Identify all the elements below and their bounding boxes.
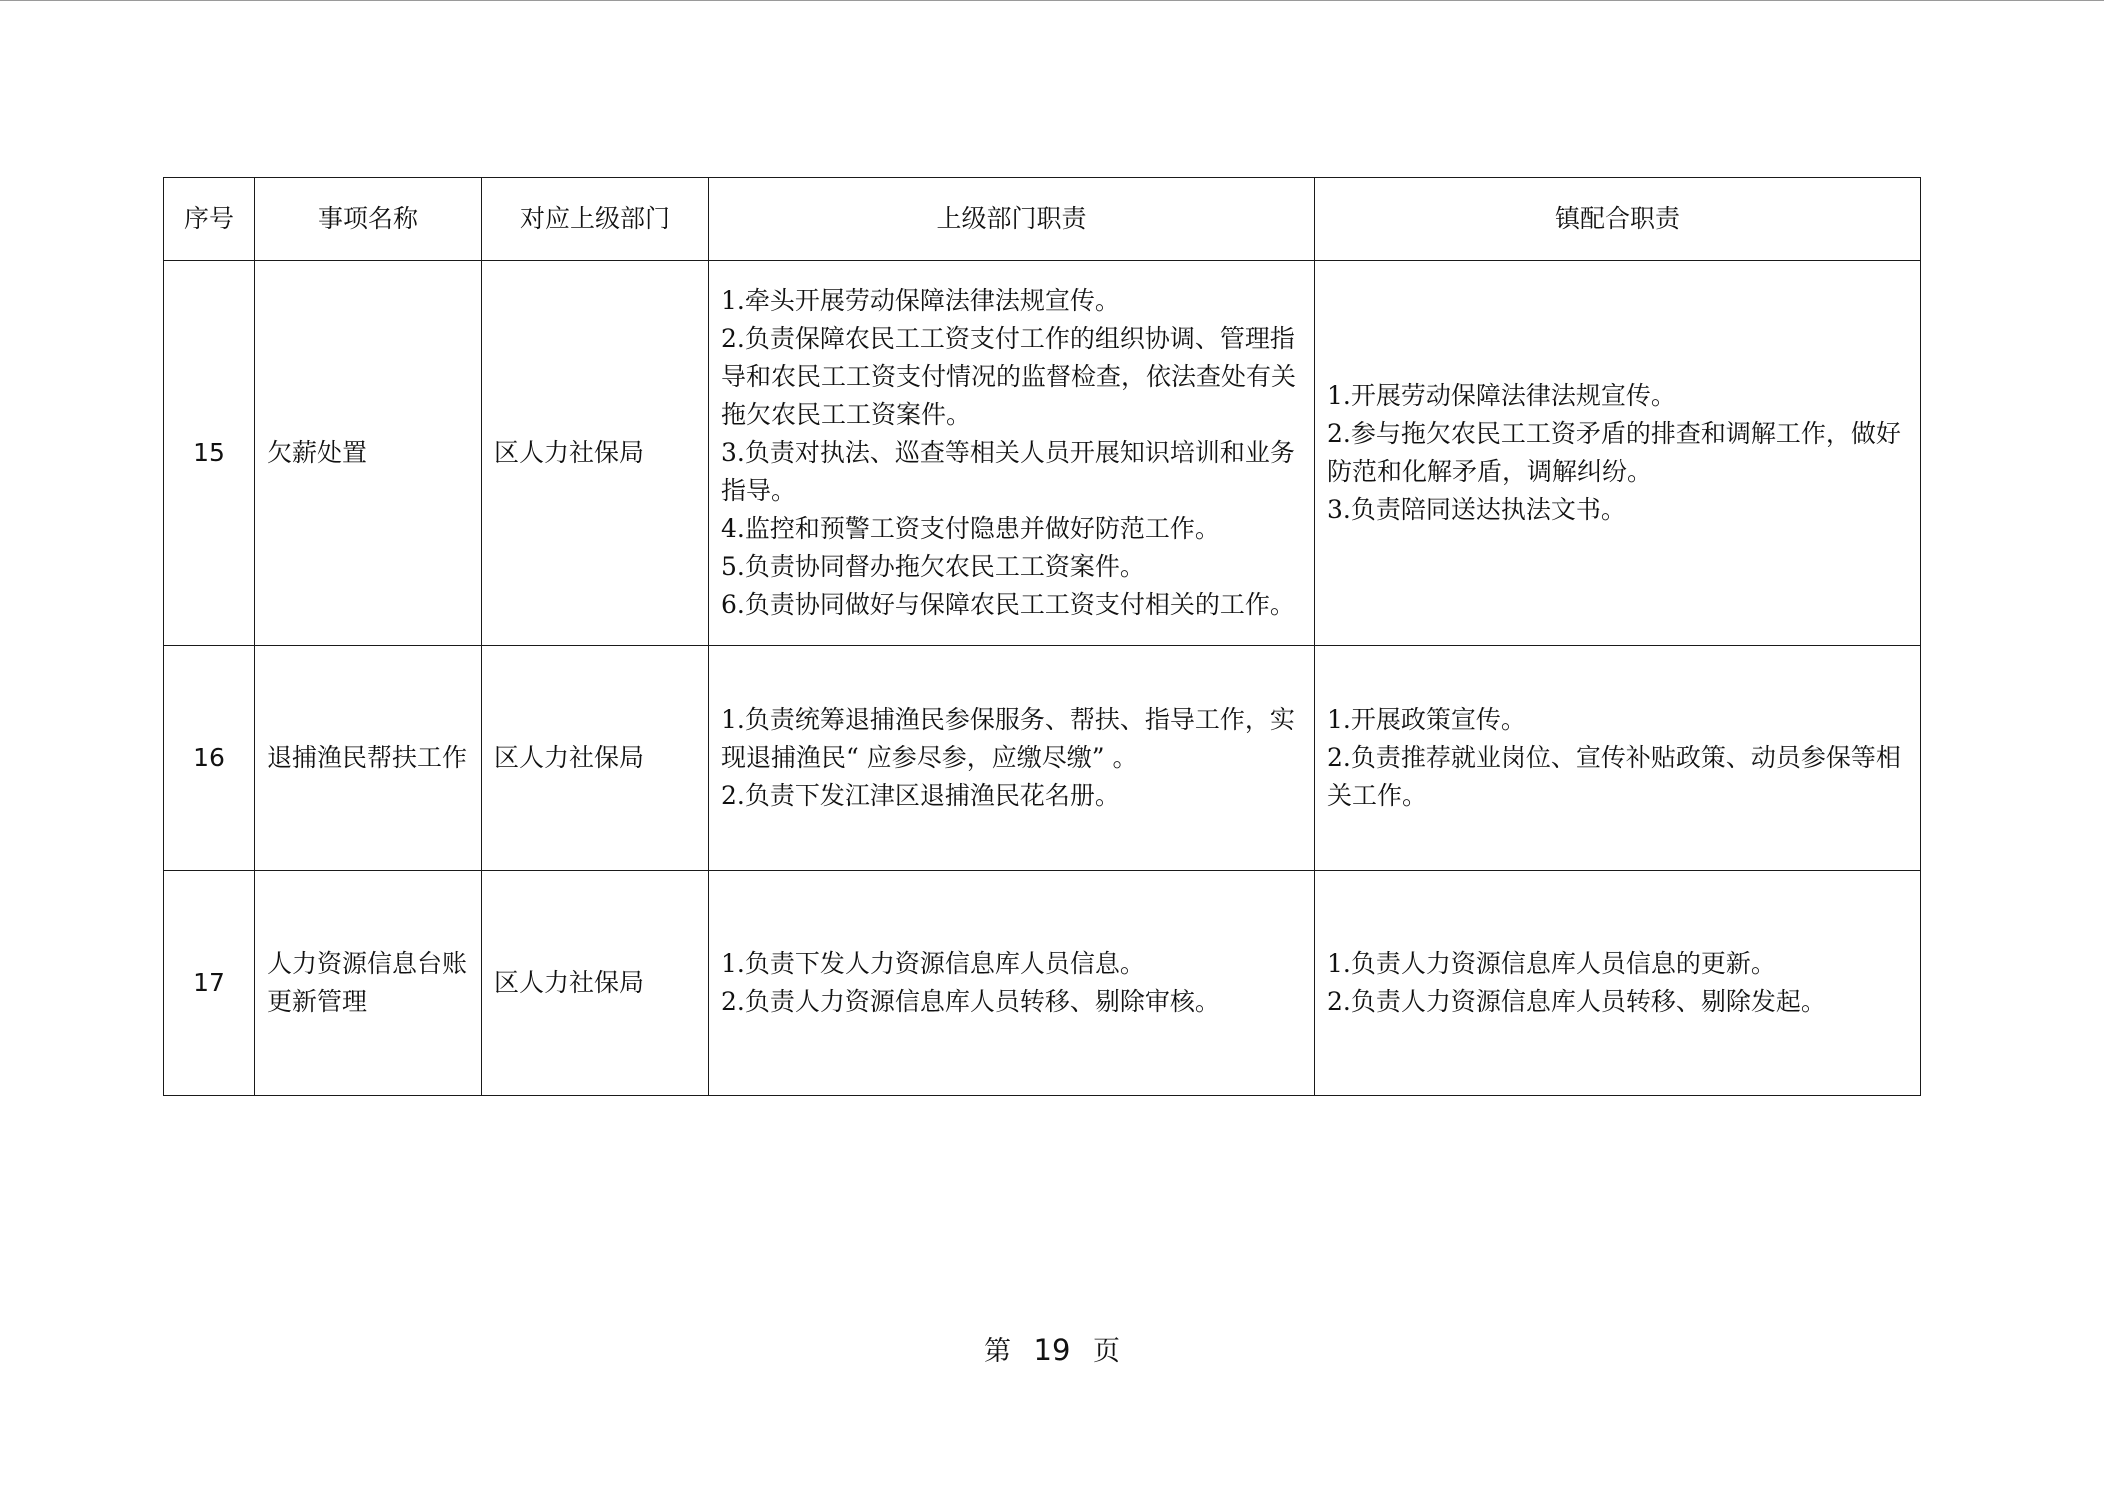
row-town-duties xyxy=(1315,646,1921,871)
duty-line: 2.负责下发江津区退捕渔民花名册。 xyxy=(721,781,1120,810)
duty-line: 1.负责人力资源信息库人员信息的更新。 xyxy=(1327,949,1776,978)
row-seq: 16 xyxy=(164,646,255,871)
duty-line: 2.负责保障农民工工资支付工作的组织协调、管理指导和农民工工资支付情况的监督检查，依法查处有关拖欠农民工工资案件。 xyxy=(721,324,1297,429)
page-suffix: 页 xyxy=(1093,1336,1121,1367)
header-town-duties: 镇配合职责 xyxy=(1315,178,1921,261)
duty-line: 2.负责人力资源信息库人员转移、剔除审核。 xyxy=(721,987,1220,1016)
row-upper-duties xyxy=(709,646,1315,871)
row-seq: 17 xyxy=(164,871,255,1096)
duty-line: 3.负责陪同送达执法文书。 xyxy=(1327,495,1626,524)
page-footer xyxy=(0,1330,2104,1372)
duty-line: 6.负责协同做好与保障农民工工资支付相关的工作。 xyxy=(721,590,1295,619)
duty-line: 5.负责协同督办拖欠农民工工资案件。 xyxy=(721,552,1145,581)
header-upper-dept: 对应上级部门 xyxy=(482,178,709,261)
header-upper-duties: 上级部门职责 xyxy=(709,178,1315,261)
duty-line: 2.负责人力资源信息库人员转移、剔除发起。 xyxy=(1327,987,1826,1016)
duty-line: 1.开展政策宣传。 xyxy=(1327,705,1526,734)
row-upper-duties xyxy=(709,871,1315,1096)
duty-line: 2.参与拖欠农民工工资矛盾的排查和调解工作，做好防范和化解矛盾，调解纠纷。 xyxy=(1327,419,1901,486)
duty-line: 2.负责推荐就业岗位、宣传补贴政策、动员参保等相关工作。 xyxy=(1327,743,1901,810)
row-item-name: 人力资源信息台账更新管理 xyxy=(255,871,482,1096)
row-town-duties xyxy=(1315,871,1921,1096)
row-upper-dept: 区人力社保局 xyxy=(482,646,709,871)
header-item-name: 事项名称 xyxy=(255,178,482,261)
table-row xyxy=(164,871,1921,1096)
duty-table xyxy=(163,177,1921,1096)
row-upper-dept: 区人力社保局 xyxy=(482,871,709,1096)
row-item-name: 退捕渔民帮扶工作 xyxy=(255,646,482,871)
row-item-name: 欠薪处置 xyxy=(255,261,482,646)
page-number: 19 xyxy=(1033,1333,1071,1367)
header-seq: 序号 xyxy=(164,178,255,261)
duty-line: 4.监控和预警工资支付隐患并做好防范工作。 xyxy=(721,514,1220,543)
table-row xyxy=(164,646,1921,871)
page-prefix: 第 xyxy=(983,1336,1011,1367)
table-header-row xyxy=(164,178,1921,261)
table-row xyxy=(164,261,1921,646)
duty-line: 1.负责统筹退捕渔民参保服务、帮扶、指导工作，实现退捕渔民“ 应参尽参，应缴尽缴” 。 xyxy=(721,705,1295,772)
row-upper-duties xyxy=(709,261,1315,646)
row-upper-dept: 区人力社保局 xyxy=(482,261,709,646)
row-seq: 15 xyxy=(164,261,255,646)
duty-line: 1.负责下发人力资源信息库人员信息。 xyxy=(721,949,1145,978)
duty-line: 3.负责对执法、巡查等相关人员开展知识培训和业务指导。 xyxy=(721,438,1295,505)
row-town-duties xyxy=(1315,261,1921,646)
duty-line: 1.牵头开展劳动保障法律法规宣传。 xyxy=(721,286,1120,315)
duty-line: 1.开展劳动保障法律法规宣传。 xyxy=(1327,381,1676,410)
page-top-border xyxy=(0,0,2104,1)
